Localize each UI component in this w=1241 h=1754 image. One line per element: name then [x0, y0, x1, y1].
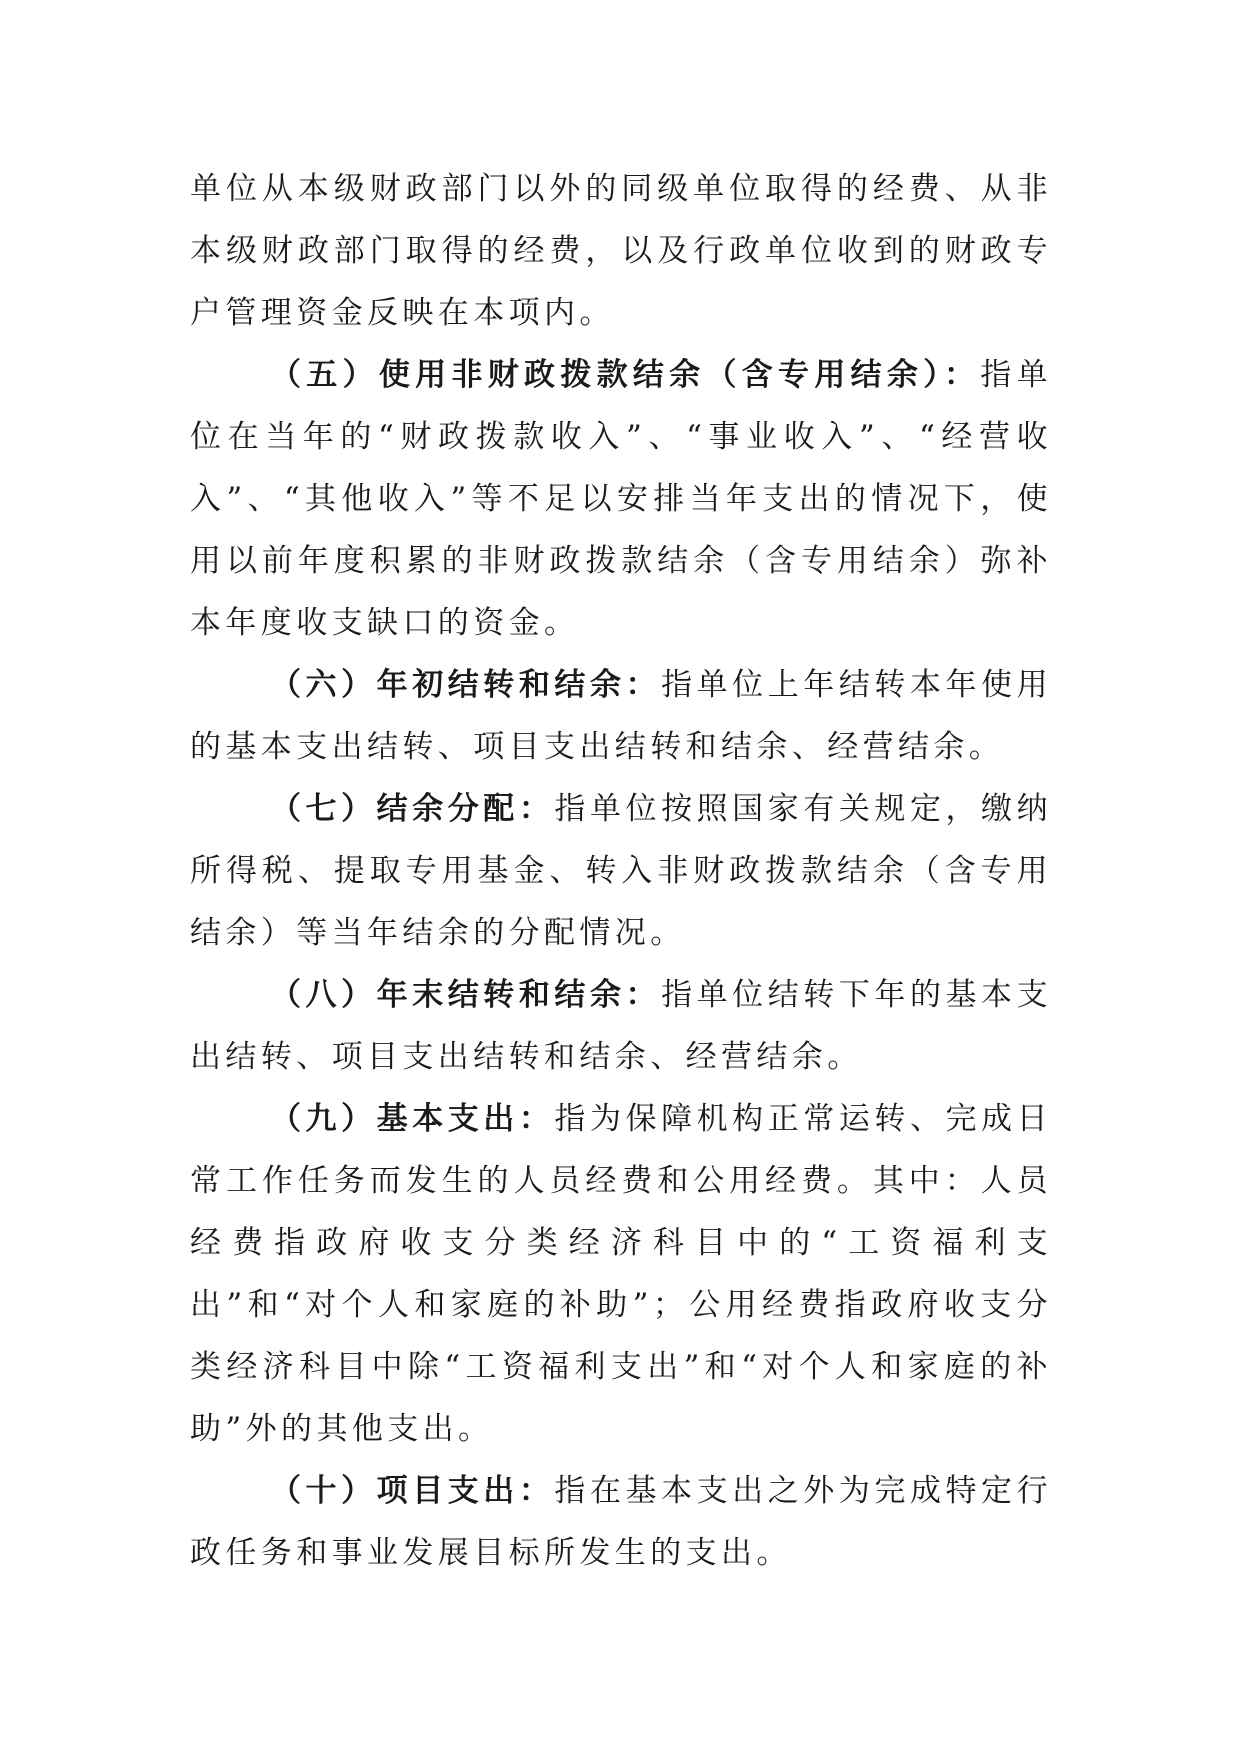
term-heading: （六）年初结转和结余：: [270, 667, 662, 703]
paragraph-item-8: [190, 964, 1052, 1088]
paragraph-text: 指在基本支出之外为完成特定行政任务和事业发展目标所发生的支出。: [190, 1473, 1052, 1571]
term-heading: （十）项目支出：: [270, 1473, 555, 1509]
paragraph-text: 指为保障机构正常运转、完成日常工作任务而发生的人员经费和公用经费。其中：人员经费指政府收支分类经济科目中的“工资福利支出”和“对个人和家庭的补助”；公用经费指政府收支分类经济科目中除“工资福利支出”和“对个人和家庭的补助”外的其他支出。: [190, 1101, 1052, 1447]
paragraph-text: 指单位在当年的“财政拨款收入”、“事业收入”、“经营收入”、“其他收入”等不足以安排当年支出的情况下，使用以前年度积累的非财政拨款结余（含专用结余）弥补本年度收支缺口的资金。: [190, 357, 1052, 641]
paragraph-item-9: [190, 1088, 1052, 1460]
paragraph-text: 指单位按照国家有关规定，缴纳所得税、提取专用基金、转入非财政拨款结余（含专用结余）等当年结余的分配情况。: [190, 791, 1052, 951]
term-heading: （八）年末结转和结余：: [270, 977, 662, 1013]
paragraph-item-7: [190, 778, 1052, 964]
paragraph-text: 指单位上年结转本年使用的基本支出结转、项目支出结转和结余、经营结余。: [190, 667, 1052, 765]
paragraph-continuation: [190, 158, 1052, 344]
term-heading: （九）基本支出：: [270, 1101, 555, 1137]
paragraph-item-6: [190, 654, 1052, 778]
paragraph-text: 指单位结转下年的基本支出结转、项目支出结转和结余、经营结余。: [190, 977, 1052, 1075]
paragraph-item-5: [190, 344, 1052, 654]
paragraph-text: 单位从本级财政部门以外的同级单位取得的经费、从非本级财政部门取得的经费，以及行政单位收到的财政专户管理资金反映在本项内。: [190, 171, 1052, 331]
term-heading: （七）结余分配：: [270, 791, 555, 827]
document-page: [190, 158, 1052, 1584]
paragraph-item-10: [190, 1460, 1052, 1584]
term-heading: （五）使用非财政拨款结余（含专用结余）：: [270, 357, 981, 393]
